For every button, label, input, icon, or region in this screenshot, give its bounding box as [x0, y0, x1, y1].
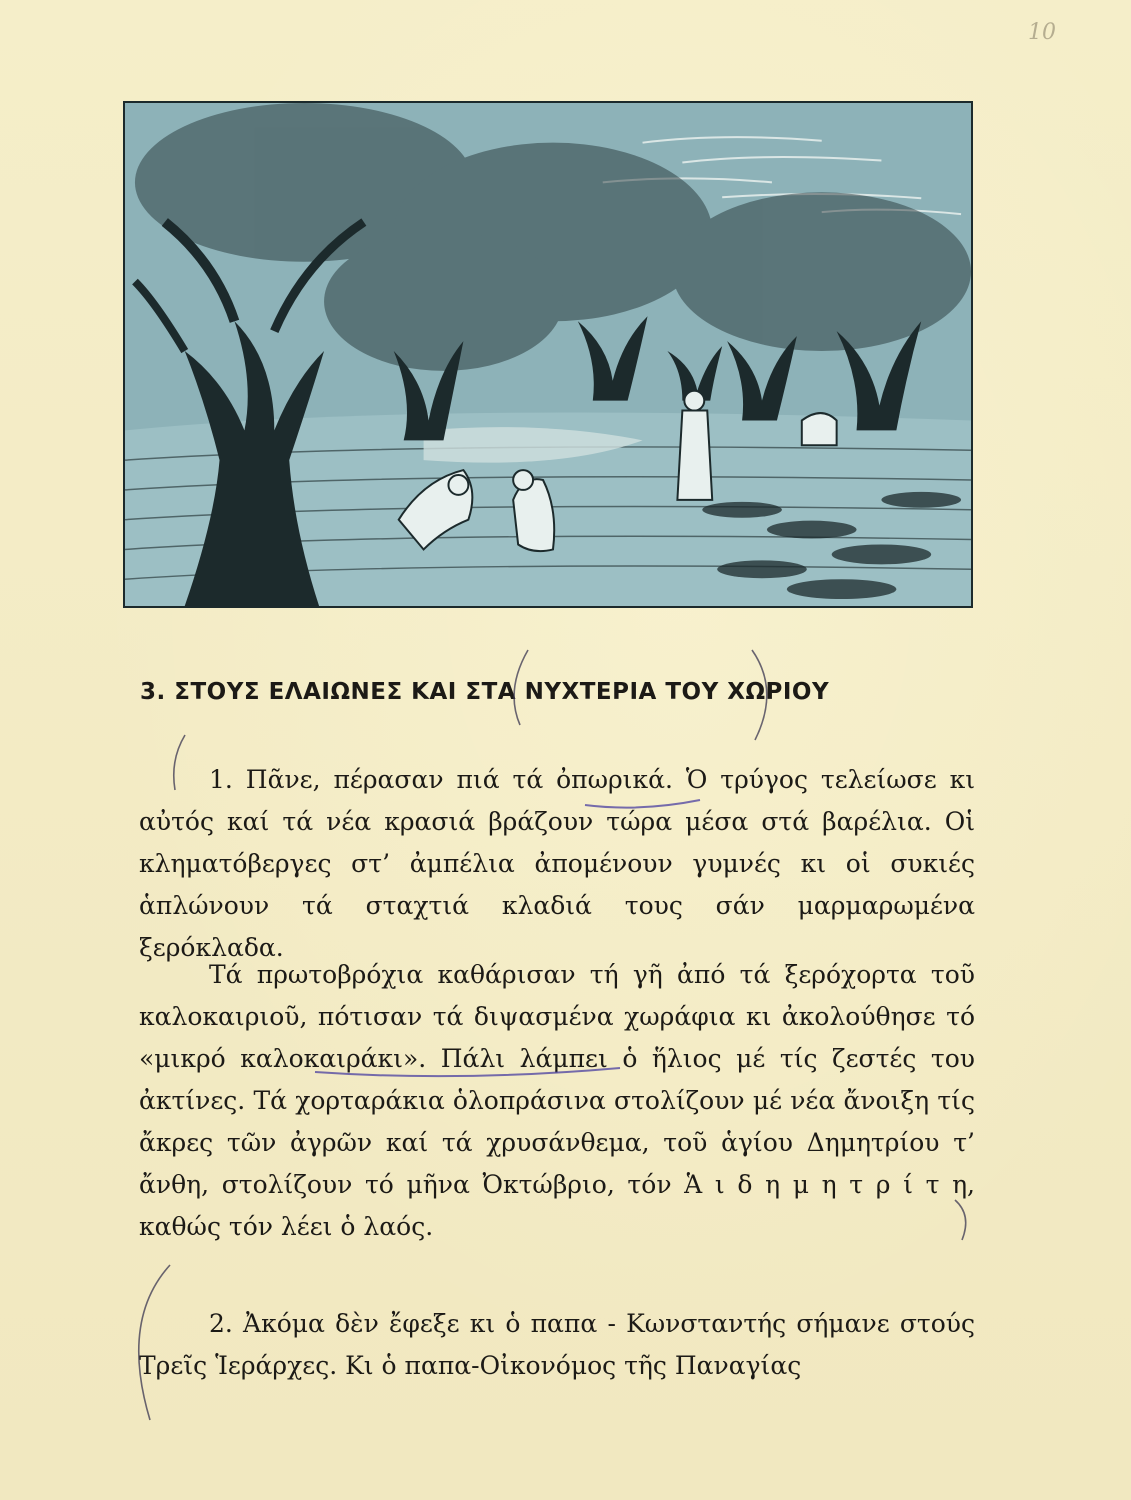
olive-grove-drawing	[125, 103, 971, 606]
paragraph-1-text: 1. Πᾶνε, πέρασαν πιά τά ὀπωρικά. Ὁ τρύγος τελείωσε κι αὐτός καί τά νέα κρασιά βράζουν τώρα μέσα στά βαρέλια. Οἱ κληματόβεργες στ’ ἀμπέλια ἀπομένουν γυμνές κι οἱ συκιές ἁπλώνουν τά σταχτιά κλαδιά τους σάν μαρμαρωμένα ξερόκλαδα.	[139, 765, 975, 962]
paragraph-2-text: Τά πρωτοβρόχια καθάρισαν τή γῆ ἀπό τά ξερόχορτα τοῦ καλοκαιριοῦ, πότισαν τά διψασμένα χωράφια κι ἀκολούθησε τό «μικρό καλοκαιράκι». Πάλι λάμπει ὁ ἥλιος μέ τίς ζεστές του ἀκτίνες. Τά χορταράκια ὁλοπράσινα στολίζουν μέ νέα ἄνοιξη τίς ἄκρες τῶν ἀγρῶν καί τά χρυσάνθεμα, τοῦ ἁγίου Δημητρίου τ’ ἄνθη, στολίζουν τό μῆνα Ὀκτώβριο, τόν Ἁ ι δ η μ η τ ρ ί τ η, καθώς τόν λέει ὁ λαός.	[139, 960, 975, 1241]
page-number-mark: 10	[1028, 20, 1056, 45]
paragraph-3-text: 2. Ἀκόμα δὲν ἔφεξε κι ὁ παπα - Κωνσταντής σήμανε στούς Τρεῖς Ἱεράρχες. Κι ὁ παπα-Οἰκονόμος τῆς Παναγίας	[139, 1309, 975, 1380]
paragraph-2	[139, 954, 975, 1248]
olive-grove-illustration	[123, 101, 973, 608]
section-heading: 3. ΣΤΟΥΣ ΕΛΑΙΩΝΕΣ ΚΑΙ ΣΤΑ ΝΥΧΤΕΡΙΑ ΤΟΥ ΧΩΡΙΟΥ	[140, 679, 830, 705]
paragraph-1	[139, 759, 975, 969]
paragraph-3	[139, 1303, 975, 1387]
